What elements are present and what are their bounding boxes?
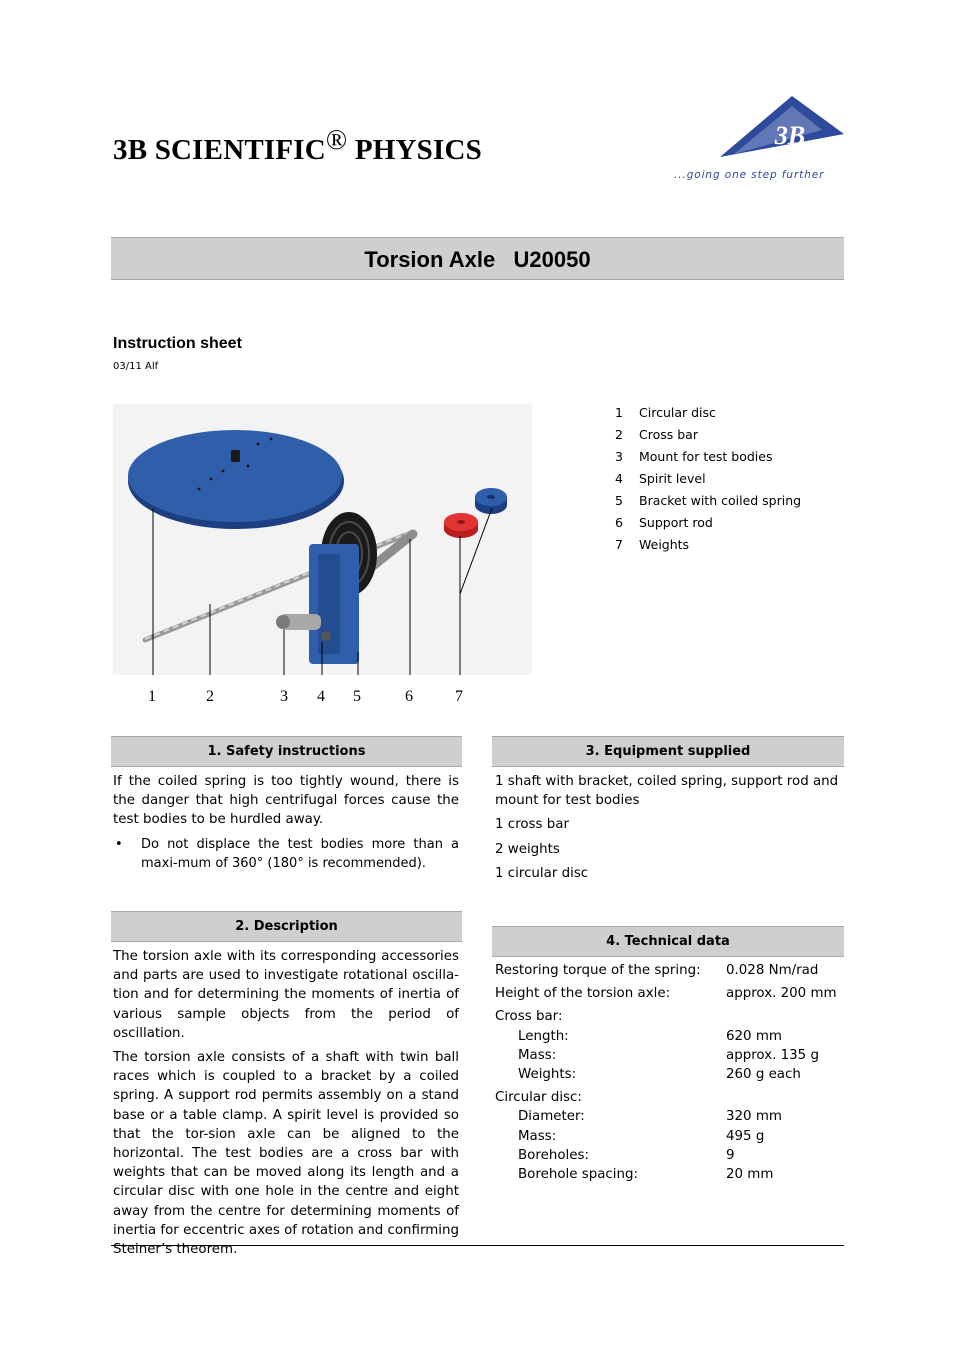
table-row: Mass: 495 g — [518, 1128, 765, 1144]
list-item: 6 Support rod — [615, 515, 713, 530]
technical-data-table — [495, 961, 841, 1184]
description-paragraph-1: The torsion axle with its corresponding accessories and parts are used to investigate rotational oscilla-tion and for determining the moments of inertia of various sample objects from the period of oscillation. — [113, 949, 459, 1041]
description-section — [113, 947, 459, 1259]
table-row: Restoring torque of the spring: 0.028 Nm/rad — [495, 963, 819, 978]
table-row: Borehole spacing: 20 mm — [518, 1166, 774, 1182]
safety-paragraph: If the coiled spring is too tightly wound, there is the danger that high centrifugal forces cause the test bodies to be hurdled away. — [113, 774, 459, 828]
list-item: 2 weights — [495, 841, 560, 857]
footer-divider — [111, 1245, 844, 1246]
list-item: 5 Bracket with coiled spring — [615, 493, 802, 508]
table-row: Circular disc: — [495, 1090, 582, 1106]
brand-name: 3B SCIENTIFIC — [113, 134, 326, 166]
brand-title — [113, 125, 482, 167]
list-item: 3 Mount for test bodies — [615, 449, 773, 464]
callout-number: 4 — [317, 688, 325, 705]
product-photo — [113, 404, 532, 675]
registered-mark: ® — [325, 125, 348, 156]
technical-heading: 4. Technical data — [492, 926, 844, 957]
callout-number: 7 — [455, 688, 463, 705]
table-row: Diameter: 320 mm — [518, 1109, 782, 1125]
table-row: Cross bar: — [495, 1009, 563, 1025]
date-code: 03/11 Alf — [113, 361, 159, 372]
equipment-heading: 3. Equipment supplied — [492, 736, 844, 767]
product-title: Torsion Axle U20050 — [364, 247, 591, 272]
safety-heading: 1. Safety instructions — [111, 736, 462, 767]
callout-number: 1 — [148, 688, 156, 705]
logo-tagline: ...going one step further — [674, 169, 825, 181]
table-row: Mass: approx. 135 g — [518, 1047, 819, 1063]
safety-bullet: • Do not displace the test bodies more than a maxi-mum of 360° (180° is recommended). — [113, 835, 459, 873]
list-item: 7 Weights — [615, 537, 690, 552]
photo-callouts — [113, 688, 532, 718]
table-row: Weights: 260 g each — [518, 1066, 801, 1082]
list-item: 4 Spirit level — [615, 471, 706, 486]
list-item: 1 Circular disc — [615, 405, 716, 420]
callout-number: 5 — [353, 688, 361, 705]
instruction-sheet-heading: Instruction sheet — [113, 335, 242, 352]
description-heading: 2. Description — [111, 911, 462, 942]
table-row: Boreholes: 9 — [518, 1147, 735, 1163]
logo-3b-text: 3B — [774, 121, 806, 150]
equipment-list — [495, 772, 841, 888]
callout-number: 3 — [280, 688, 288, 705]
table-row: Height of the torsion axle: approx. 200 mm — [495, 986, 837, 1002]
logo-reg-mark: ® — [824, 130, 831, 138]
table-row: Length: 620 mm — [518, 1028, 782, 1044]
brand-physics: PHYSICS — [347, 134, 482, 166]
parts-list — [615, 405, 801, 559]
list-item: 1 circular disc — [495, 865, 589, 881]
list-item: 1 cross bar — [495, 817, 569, 833]
list-item: 1 shaft with bracket, coiled spring, support rod and mount for test bodies — [495, 774, 839, 809]
safety-section — [113, 772, 459, 873]
callout-number: 2 — [206, 688, 214, 705]
list-item: 2 Cross bar — [615, 427, 698, 442]
description-paragraph-2: The torsion axle consists of a shaft with twin ball races which is coupled to a bracket by a coiled spring. A support rod permits assembly on a stand base or a table clamp. A spirit level is provided so that the tor-sion axle can be aligned to the horizontal. The test bodies are a cross bar with weights that can be moved along its length and a circular disc with one hole in the centre and eight away from the centre for determining moments of inertia for eccentric axes of rotation and confirming Steiner’s theorem. — [113, 1050, 459, 1258]
callout-number: 6 — [405, 688, 413, 705]
title-bar — [111, 237, 844, 280]
3b-logo — [672, 90, 847, 185]
